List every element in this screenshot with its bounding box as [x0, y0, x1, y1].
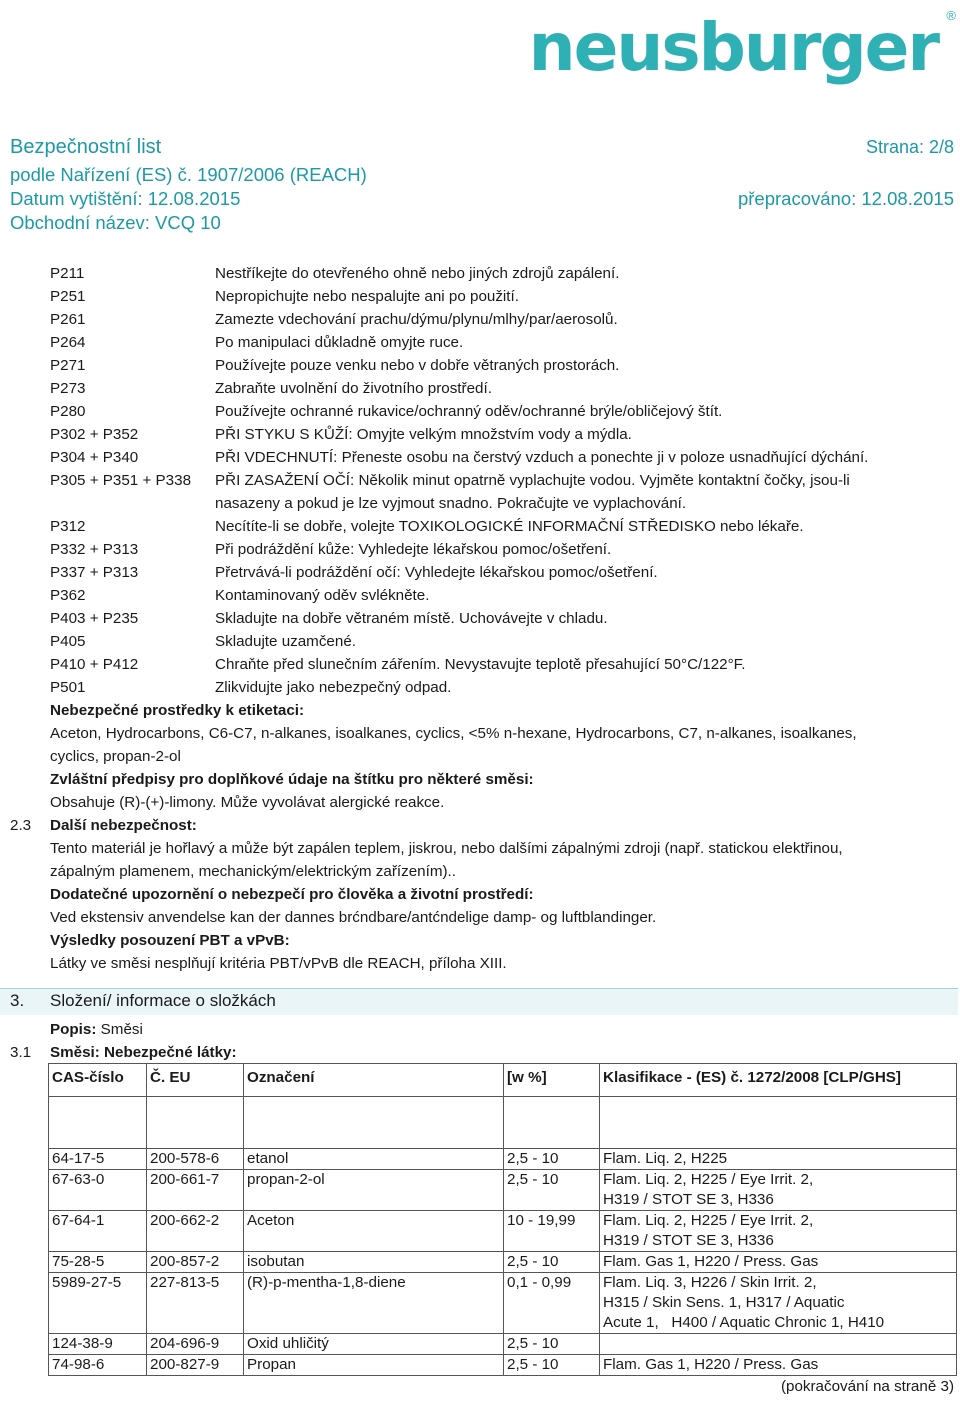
section-2-3-number: 2.3	[10, 817, 32, 834]
statement-code: P271	[50, 357, 86, 374]
cell-weight: 0,1 - 0,99	[504, 1273, 600, 1334]
section-3-1-heading: Směsi: Nebezpečné látky:	[50, 1044, 237, 1061]
cell-name: Aceton	[244, 1211, 504, 1252]
cell-classification	[600, 1334, 957, 1355]
statement-code: P501	[50, 679, 86, 696]
section-2-3-heading: Další nebezpečnost:	[50, 817, 197, 834]
col-header-eu: Č. EU	[147, 1064, 244, 1097]
statement-text: Zamezte vdechování prachu/dýmu/plynu/mlhy/par/aerosolů.	[215, 311, 618, 328]
registered-mark: ®	[946, 8, 956, 23]
statement-code: P264	[50, 334, 86, 351]
cell-classification	[600, 1273, 957, 1334]
special-rules-text: Obsahuje (R)-(+)-limony. Může vyvolávat alergické reakce.	[50, 794, 445, 811]
table-spacer-row	[49, 1097, 957, 1149]
other-hazards-line: zápalným plamenem, mechanickým/elektrickým zařízením)..	[50, 863, 456, 880]
statement-text: Chraňte před slunečním zářením. Nevystavujte teplotě přesahující 50°C/122°F.	[215, 656, 746, 673]
cell-eu: 204-696-9	[147, 1334, 244, 1355]
hazardous-components-line: Aceton, Hydrocarbons, C6-C7, n-alkanes, isoalkanes, cyclics, <5% n-hexane, Hydrocarbons, C7, n-alkanes, isoalkanes,	[50, 725, 857, 742]
classification-line: Flam. Gas 1, H220 / Press. Gas	[603, 1356, 819, 1373]
cell-classification	[600, 1252, 957, 1273]
regulation-line	[10, 164, 954, 186]
statement-text: nasazeny a pokud je lze vyjmout snadno. Pokračujte ve vyplachování.	[215, 495, 687, 512]
cell-name: (R)-p-mentha-1,8-diene	[244, 1273, 504, 1334]
cell-classification	[600, 1355, 957, 1376]
continued-note: (pokračování na straně 3)	[780, 1378, 954, 1395]
cell-cas: 67-63-0	[49, 1170, 147, 1211]
cell-weight: 2,5 - 10	[504, 1170, 600, 1211]
additional-hazard-heading: Dodatečné upozornění o nebezpečí pro člověka a životní prostředí:	[50, 886, 534, 903]
statement-code: P302 + P352	[50, 426, 139, 443]
document-header	[10, 136, 954, 158]
statement-text: Necítíte-li se dobře, volejte TOXIKOLOGICKÉ INFORMAČNÍ STŘEDISKO nebo lékaře.	[215, 518, 804, 535]
description-line	[50, 1018, 954, 1041]
description-value: Směsi	[100, 1021, 143, 1038]
section-3-1-number: 3.1	[10, 1044, 32, 1061]
cell-name: etanol	[244, 1149, 504, 1170]
hazardous-components-line: cyclics, propan-2-ol	[50, 748, 181, 765]
statement-code: P211	[50, 265, 85, 282]
statement-code: P332 + P313	[50, 541, 139, 558]
classification-line: Acute 1, H400 / Aquatic Chronic 1, H410	[603, 1314, 885, 1331]
table-row	[49, 1334, 957, 1355]
cell-classification	[600, 1170, 957, 1211]
statement-text: Kontaminovaný oděv svlékněte.	[215, 587, 430, 604]
statement-text: Nepropichujte nebo nespalujte ani po použití.	[215, 288, 519, 305]
col-header-name: Označení	[244, 1064, 504, 1097]
classification-line: H319 / STOT SE 3, H336	[603, 1232, 774, 1249]
page-number: Strana: 2/8	[865, 137, 954, 157]
statement-text: Skladujte uzamčené.	[215, 633, 356, 650]
col-header-weight: [w %]	[504, 1064, 600, 1097]
classification-line: H315 / Skin Sens. 1, H317 / Aquatic	[603, 1294, 845, 1311]
statement-text: Používejte ochranné rukavice/ochranný oděv/ochranné brýle/obličejový štít.	[215, 403, 723, 420]
cell-cas: 64-17-5	[49, 1149, 147, 1170]
classification-line: Flam. Liq. 2, H225	[603, 1150, 728, 1167]
cell-name: propan-2-ol	[244, 1170, 504, 1211]
classification-line: Flam. Liq. 2, H225 / Eye Irrit. 2,	[603, 1171, 814, 1188]
statement-code: P410 + P412	[50, 656, 139, 673]
cell-weight: 2,5 - 10	[504, 1149, 600, 1170]
col-header-classification: Klasifikace - (ES) č. 1272/2008 [CLP/GHS]	[600, 1064, 957, 1097]
statement-code: P280	[50, 403, 86, 420]
cell-eu: 200-661-7	[147, 1170, 244, 1211]
cell-eu: 227-813-5	[147, 1273, 244, 1334]
classification-line: Flam. Liq. 3, H226 / Skin Irrit. 2,	[603, 1274, 817, 1291]
document-title: Bezpečnostní list	[10, 136, 162, 158]
cell-weight: 10 - 19,99	[504, 1211, 600, 1252]
components-table	[48, 1063, 957, 1376]
statement-text: Zabraňte uvolnění do životního prostředí.	[215, 380, 492, 397]
statement-code: P305 + P351 + P338	[50, 472, 192, 489]
statement-code: P304 + P340	[50, 449, 139, 466]
regulation: podle Nařízení (ES) č. 1907/2006 (REACH)	[10, 164, 367, 185]
statement-text: Zlikvidujte jako nebezpečný odpad.	[215, 679, 452, 696]
table-row	[49, 1149, 957, 1170]
cell-eu: 200-827-9	[147, 1355, 244, 1376]
cell-cas: 67-64-1	[49, 1211, 147, 1252]
trade-name: Obchodní název: VCQ 10	[10, 212, 221, 233]
statement-code: P337 + P313	[50, 564, 139, 581]
table-header-row	[49, 1064, 957, 1097]
statement-text: Po manipulaci důkladně omyjte ruce.	[215, 334, 464, 351]
additional-hazard-text: Ved ekstensiv anvendelse kan der dannes brćndbare/antćndelige damp- og luftblandinger.	[50, 909, 657, 926]
col-header-cas: CAS-číslo	[49, 1064, 147, 1097]
cell-weight: 2,5 - 10	[504, 1355, 600, 1376]
cell-name: Propan	[244, 1355, 504, 1376]
cell-eu: 200-578-6	[147, 1149, 244, 1170]
table-row	[49, 1211, 957, 1252]
revision-date: přepracováno: 12.08.2015	[737, 188, 954, 209]
cell-cas: 74-98-6	[49, 1355, 147, 1376]
cell-cas: 75-28-5	[49, 1252, 147, 1273]
special-rules-heading: Zvláštní předpisy pro doplňkové údaje na štítku pro některé směsi:	[50, 771, 534, 788]
statement-text: PŘI STYKU S KŮŽÍ: Omyjte velkým množstvím vody a mýdla.	[215, 426, 632, 443]
statement-code: P261	[50, 311, 86, 328]
section-3-title: Složení/ informace o složkách	[50, 991, 276, 1010]
cell-weight: 2,5 - 10	[504, 1252, 600, 1273]
statement-text: Nestříkejte do otevřeného ohně nebo jiných zdrojů zapálení.	[215, 265, 620, 282]
classification-line: H319 / STOT SE 3, H336	[603, 1191, 774, 1208]
cell-eu: 200-857-2	[147, 1252, 244, 1273]
statement-text: Používejte pouze venku nebo v dobře větraných prostorách.	[215, 357, 620, 374]
section-3-banner	[0, 988, 958, 1015]
cell-eu: 200-662-2	[147, 1211, 244, 1252]
cell-cas: 5989-27-5	[49, 1273, 147, 1334]
statement-code: P403 + P235	[50, 610, 139, 627]
statement-code: P312	[50, 518, 86, 535]
pbt-text: Látky ve směsi nesplňují kritéria PBT/vPvB dle REACH, příloha XIII.	[50, 955, 507, 972]
cell-classification	[600, 1149, 957, 1170]
cell-name: isobutan	[244, 1252, 504, 1273]
trade-name-line	[10, 212, 954, 234]
print-date: Datum vytištění: 12.08.2015	[10, 188, 241, 209]
cell-weight: 2,5 - 10	[504, 1334, 600, 1355]
table-row	[49, 1170, 957, 1211]
cell-cas: 124-38-9	[49, 1334, 147, 1355]
statement-text: Skladujte na dobře větraném místě. Uchovávejte v chladu.	[215, 610, 608, 627]
section-3-number: 3.	[10, 991, 25, 1010]
hazardous-components-heading: Nebezpečné prostředky k etiketaci:	[50, 702, 305, 719]
cell-name: Oxid uhličitý	[244, 1334, 504, 1355]
company-logo	[486, 6, 956, 90]
pbt-heading: Výsledky posouzení PBT a vPvB:	[50, 932, 290, 949]
statement-code: P405	[50, 633, 86, 650]
cell-classification	[600, 1211, 957, 1252]
statement-code: P362	[50, 587, 86, 604]
other-hazards-line: Tento materiál je hořlavý a může být zapálen teplem, jiskrou, nebo dalšími zápalnými zdroji (např. statickou elektřinou,	[50, 840, 843, 857]
statement-code: P273	[50, 380, 86, 397]
statement-text: Přetrvává-li podráždění očí: Vyhledejte lékařskou pomoc/ošetření.	[215, 564, 658, 581]
logo-wordmark: neusburger	[528, 9, 938, 86]
classification-line: Flam. Gas 1, H220 / Press. Gas	[603, 1253, 819, 1270]
table-row	[49, 1273, 957, 1334]
statement-text: PŘI ZASAŽENÍ OČÍ: Několik minut opatrně vyplachujte vodou. Vyjměte kontaktní čočky, jsou-li	[215, 472, 850, 489]
description-label: Popis:	[50, 1021, 97, 1038]
statement-text: PŘI VDECHNUTÍ: Přeneste osobu na čerstvý vzduch a ponechte ji v poloze usnadňující dýchání.	[215, 449, 869, 466]
statement-code: P251	[50, 288, 86, 305]
statement-text: Při podráždění kůže: Vyhledejte lékařskou pomoc/ošetření.	[215, 541, 612, 558]
classification-line: Flam. Liq. 2, H225 / Eye Irrit. 2,	[603, 1212, 814, 1229]
table-row	[49, 1252, 957, 1273]
table-row	[49, 1355, 957, 1376]
date-line	[10, 188, 954, 210]
